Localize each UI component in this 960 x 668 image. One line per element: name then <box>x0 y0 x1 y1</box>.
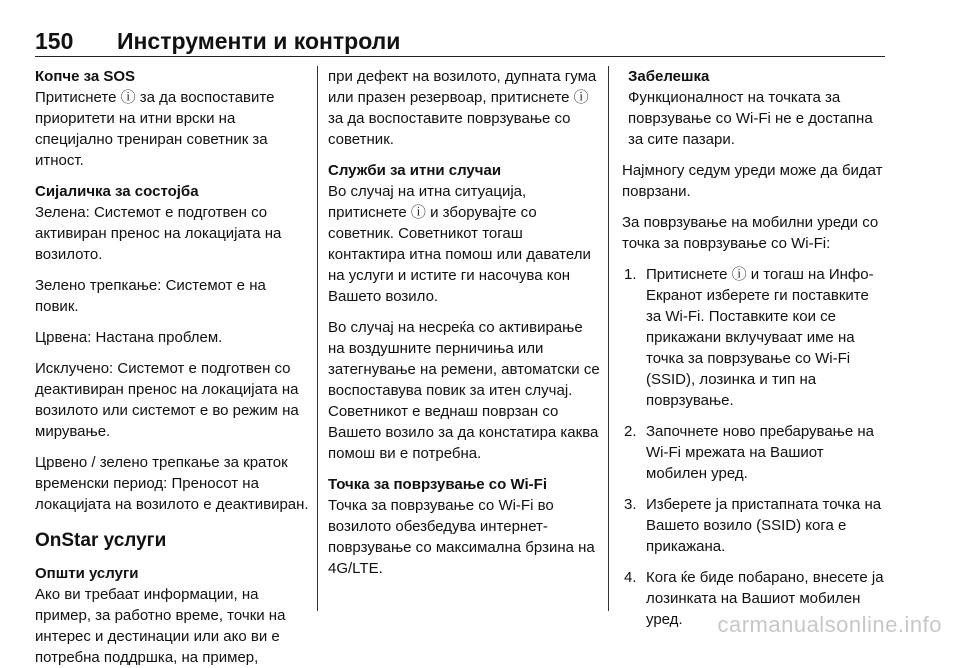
wifi-text: Точка за поврзување со Wi-Fi во возилото обезбедува интернет-поврзување со максимална брзина на 4G/LTE. <box>328 497 595 577</box>
status-off: Исклучено: Системот е подготвен со деактивиран пренос на локацијата на возилото или системот е во режим на мирување. <box>35 360 299 440</box>
emergency-text-1: Во случај на итна ситуација, притиснете ⓘ и зборувајте со советник. Советникот тогаш контактира итна помош или даватели на услуги и истите ги насочува кон Вашето возило. <box>328 183 591 305</box>
status-red: Црвена: Настана проблем. <box>35 329 223 346</box>
step-number: 2. <box>624 423 637 440</box>
page-number: 150 <box>35 28 74 54</box>
sos-heading: Копче за SOS <box>35 68 136 85</box>
list-item <box>622 421 886 484</box>
column-right <box>622 66 886 630</box>
step-number: 3. <box>624 496 637 513</box>
column-middle <box>328 66 600 579</box>
status-heading: Сијаличка за состојба <box>35 183 199 200</box>
max-devices-text: Најмногу седум уреди може да бидат поврзани. <box>622 162 883 200</box>
step-text: Изберете ја пристапната точка на Вашето возило (SSID) кога е прикажана. <box>646 496 882 555</box>
status-green: Зелена: Системот е подготвен со активиран пренос на локацијата на возилото. <box>35 204 282 263</box>
status-green-blink: Зелено трепкање: Системот е на повик. <box>35 277 266 315</box>
emergency-text-2: Во случај на несреќа со активирање на воздушните перничиња или затегнување на ремени, автоматски се воспоставува повик за итен случај. Советникот е веднаш поврзан со Вашето возило за да констатира каква помош ви е потребна. <box>328 319 600 462</box>
column-left <box>35 66 310 668</box>
page-title: Инструменти и контроли <box>117 28 401 54</box>
step-number: 1. <box>624 266 637 283</box>
step-text: Започнете ново пребарување на Wi-Fi мрежата на Вашиот мобилен уред. <box>646 423 874 482</box>
column-divider-left <box>317 66 318 611</box>
header-rule <box>35 56 885 57</box>
watermark: carmanualsonline.info <box>717 612 942 637</box>
sos-text: Притиснете ⓘ за да воспоставите приоритети на итни врски на специјално трениран советник за итност. <box>35 89 275 169</box>
status-red-green-blink: Црвено / зелено трепкање за краток временски период: Преносот на локацијата на возилото е деактивиран. <box>35 454 309 513</box>
step-text: Притиснете ⓘ и тогаш на Инфо-Екранот изберете ги поставките за Wi-Fi. Поставките кои се прикажани вклучуваат име на точка за поврзување со Wi-Fi (SSID), лозинка и тип на поврзување. <box>646 266 874 409</box>
general-text: Ако ви требаат информации, на пример, за работно време, точки на интерес и дестинации или ако ви е потребна поддршка, на пример, <box>35 586 286 666</box>
note-heading: Забелешка <box>628 68 710 85</box>
list-item <box>622 264 886 411</box>
connect-intro: За поврзување на мобилни уреди со точка за поврзување со Wi-Fi: <box>622 214 879 252</box>
step-text: Кога ќе биде побарано, внесете ја лозинката на Вашиот мобилен уред. <box>646 569 884 628</box>
onstar-heading: OnStar услуги <box>35 530 167 551</box>
wifi-heading: Точка за поврзување со Wi-Fi <box>328 476 547 493</box>
steps-list <box>622 264 886 630</box>
list-item <box>622 494 886 557</box>
continuation-text: при дефект на возилото, дупната гума или празен резервоар, притиснете ⓘ за да воспоставите поврзување со советник. <box>328 68 597 148</box>
column-divider-right <box>608 66 609 611</box>
note-box <box>622 66 886 150</box>
note-text: Функционалност на точката за поврзување со Wi-Fi не е достапна за сите пазари. <box>628 89 873 148</box>
step-number: 4. <box>624 569 637 586</box>
emergency-heading: Служби за итни случаи <box>328 162 502 179</box>
general-heading: Општи услуги <box>35 565 139 582</box>
